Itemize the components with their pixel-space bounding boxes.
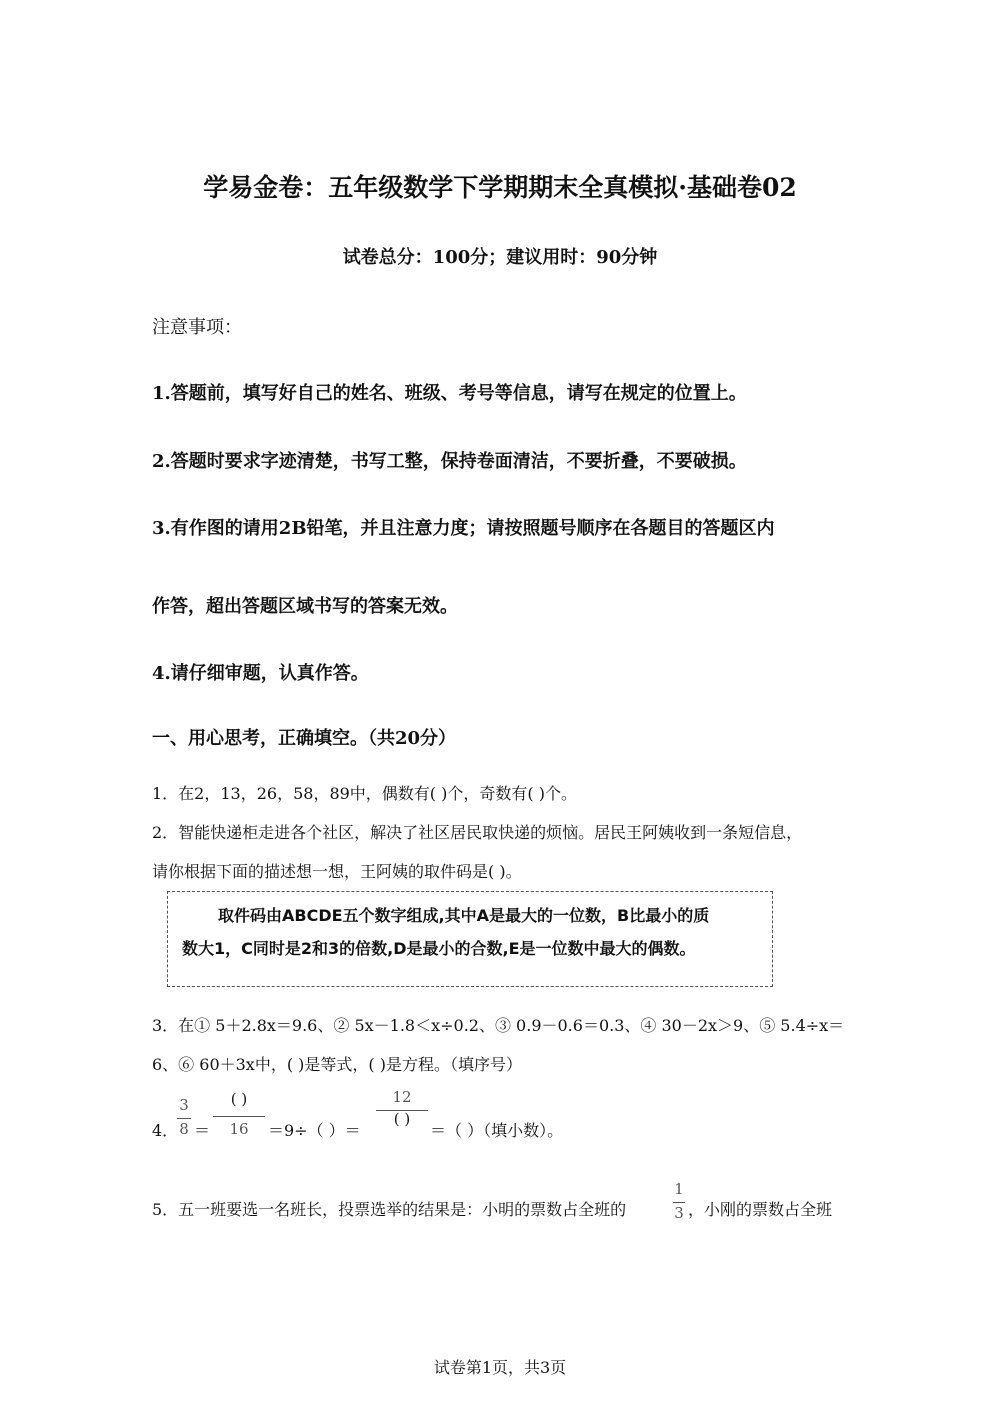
note-item-3: 3.有作图的请用2B铅笔，并且注意力度；请按照题号顺序在各题目的答题区内 [152,518,775,539]
fraction-3-8 [177,1096,191,1142]
question-2-line-1: 2．智能快递柜走进各个社区，解决了社区居民取快递的烦恼。居民王阿姨收到一条短信息， [152,823,803,842]
question-3-line-2: 6、⑥ 60＋3x中，( )是等式，( )是方程。（填序号） [152,1055,522,1074]
hint-line-2: 数大1，C同时是2和3的倍数,D是最小的合数,E是一位数中最大的偶数。 [182,939,696,958]
hint-line-1: 取件码由ABCDE五个数字组成,其中A是最大的一位数，B比最小的质 [218,906,710,925]
fraction-numerator-blank: ( ) [230,1090,248,1108]
fraction-numerator: 3 [179,1096,189,1114]
fraction-1-3 [673,1180,685,1226]
note-item-3-continued: 作答，超出答题区域书写的答案无效。 [152,596,458,617]
question-2-line-2: 请你根据下面的描述想一想，王阿姨的取件码是( )。 [152,862,522,881]
question-4-middle: ＝9÷（ ）＝ [268,1121,361,1140]
page-footer: 试卷第1页，共3页 [433,1358,567,1377]
question-4-tail: ＝（ ）（填小数）。 [430,1121,564,1140]
equals-sign: ＝ [194,1121,211,1140]
fraction-12-blank [376,1088,428,1138]
page-title: 学易金卷：五年级数学下学期期末全真模拟·基础卷02 [203,173,797,202]
hint-box [167,891,773,987]
section-heading: 一、用心思考，正确填空。（共20分） [152,728,457,749]
note-item-4: 4.请仔细审题，认真作答。 [152,663,369,684]
page-subtitle: 试卷总分：100分；建议用时：90分钟 [342,247,658,268]
question-1: 1．在2，13，26，58，89中，偶数有( )个，奇数有( )个。 [152,784,577,803]
fraction-denominator: 16 [229,1120,249,1138]
fraction-blank-16 [213,1090,265,1142]
fraction-denominator: 8 [179,1120,189,1138]
fraction-numerator: 1 [674,1180,684,1198]
question-5-tail: ，小刚的票数占全班 [688,1200,833,1219]
fraction-numerator: 12 [392,1088,412,1106]
question-4-number: 4． [152,1121,179,1140]
notes-heading: 注意事项： [152,317,242,338]
question-3-line-1: 3．在① 5＋2.8x＝9.6、② 5x－1.8＜x÷0.2、③ 0.9－0.6＝0.3、④ 30－2x＞9、⑤ 5.4÷x＝ [152,1016,845,1035]
note-item-1: 1.答题前，填写好自己的姓名、班级、考号等信息，请写在规定的位置上。 [152,383,747,404]
fraction-denominator-blank: ( ) [393,1110,411,1128]
note-item-2: 2.答题时要求字迹清楚，书写工整，保持卷面清洁，不要折叠，不要破损。 [152,451,747,472]
fraction-denominator: 3 [674,1204,684,1222]
question-5-text: 5．五一班要选一名班长，投票选举的结果是：小明的票数占全班的 [152,1200,627,1219]
